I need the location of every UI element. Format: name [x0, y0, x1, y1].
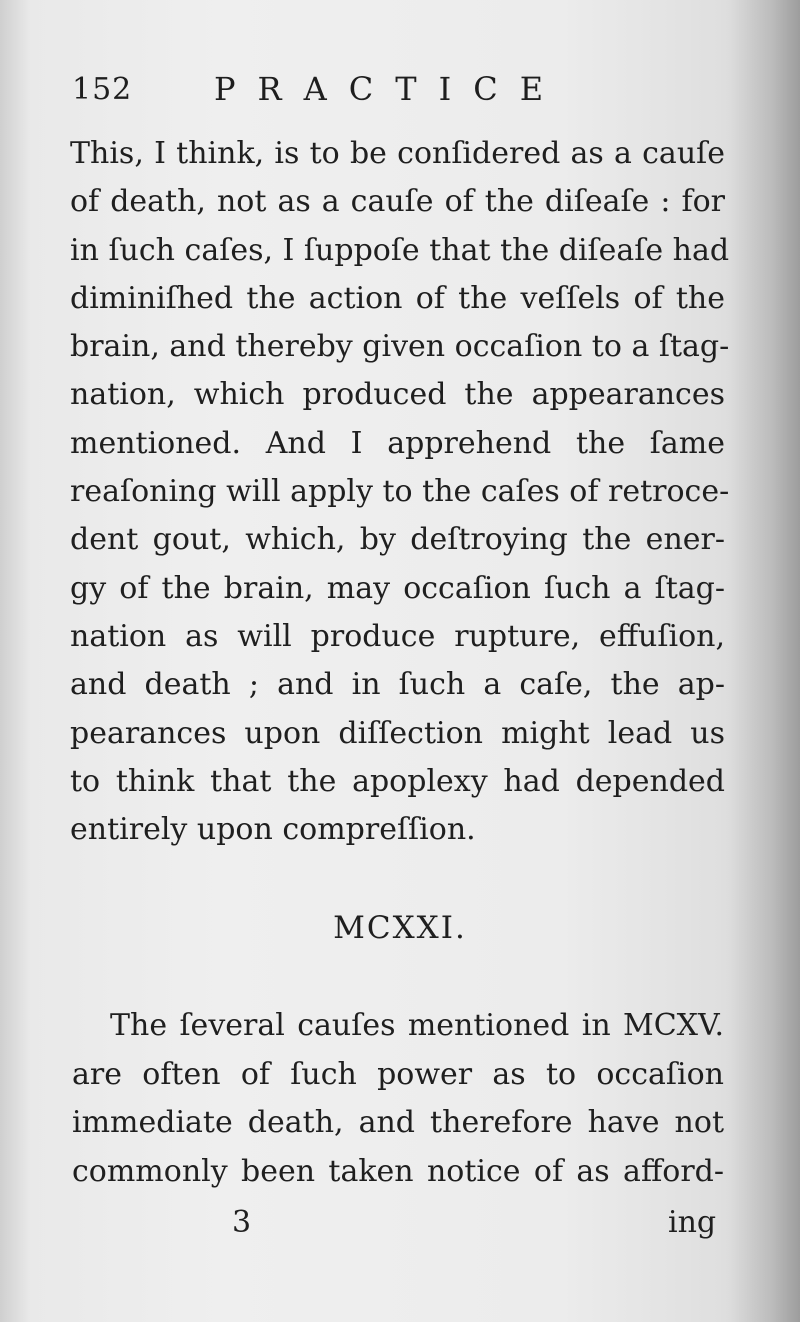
text-line: reaſoning will apply to the caſes of retroce- [70, 474, 730, 510]
text-line: commonly been taken notice of as afford- [72, 1153, 724, 1189]
text-line: pearances upon diſſection might lead us [70, 715, 725, 751]
page-footer [0, 1205, 800, 1255]
catchword: ing [668, 1205, 717, 1240]
text-line: and death ; and in ſuch a caſe, the ap- [70, 667, 725, 703]
text-line: to think that the apoplexy had depended [70, 763, 725, 799]
text-line: mentioned. And I apprehend the ſame [70, 425, 725, 461]
text-line: This, I think, is to be conſidered as a cauſe [70, 136, 725, 171]
signature-mark: 3 [232, 1205, 252, 1240]
text-line: gy of the brain, may occaſion ſuch a ſtag- [70, 570, 725, 606]
text-line: of death, not as a cauſe of the diſeaſe : for [70, 184, 725, 220]
text-line: are often of ſuch power as to occaſion [72, 1056, 724, 1092]
text-line: nation as will produce rupture, effuſion, [70, 618, 725, 654]
page-edge-shadow [730, 0, 800, 1322]
paragraph-1 [70, 130, 730, 854]
text-line: nation, which produced the appearances [70, 377, 725, 413]
text-line: immediate death, and therefore have not [72, 1105, 724, 1140]
text-line: diminiſhed the action of the veſſels of the [70, 280, 725, 316]
text-line: dent gout, which, by deſtroying the ener- [70, 522, 725, 558]
section-heading: MCXXI. [333, 910, 467, 946]
page-number: 152 [72, 72, 133, 107]
page-header [64, 58, 744, 118]
text-line: entirely upon compreſſion. [70, 812, 476, 848]
text-line: in ſuch caſes, I ſuppoſe that the diſeaſe had [70, 232, 730, 268]
text-line: brain, and thereby given occaſion to a ſtag- [70, 329, 730, 365]
paragraph-2 [72, 1002, 724, 1196]
running-head: PRACTICE [214, 70, 566, 108]
text-line: The ſeveral cauſes mentioned in MCXV. [110, 1008, 724, 1043]
